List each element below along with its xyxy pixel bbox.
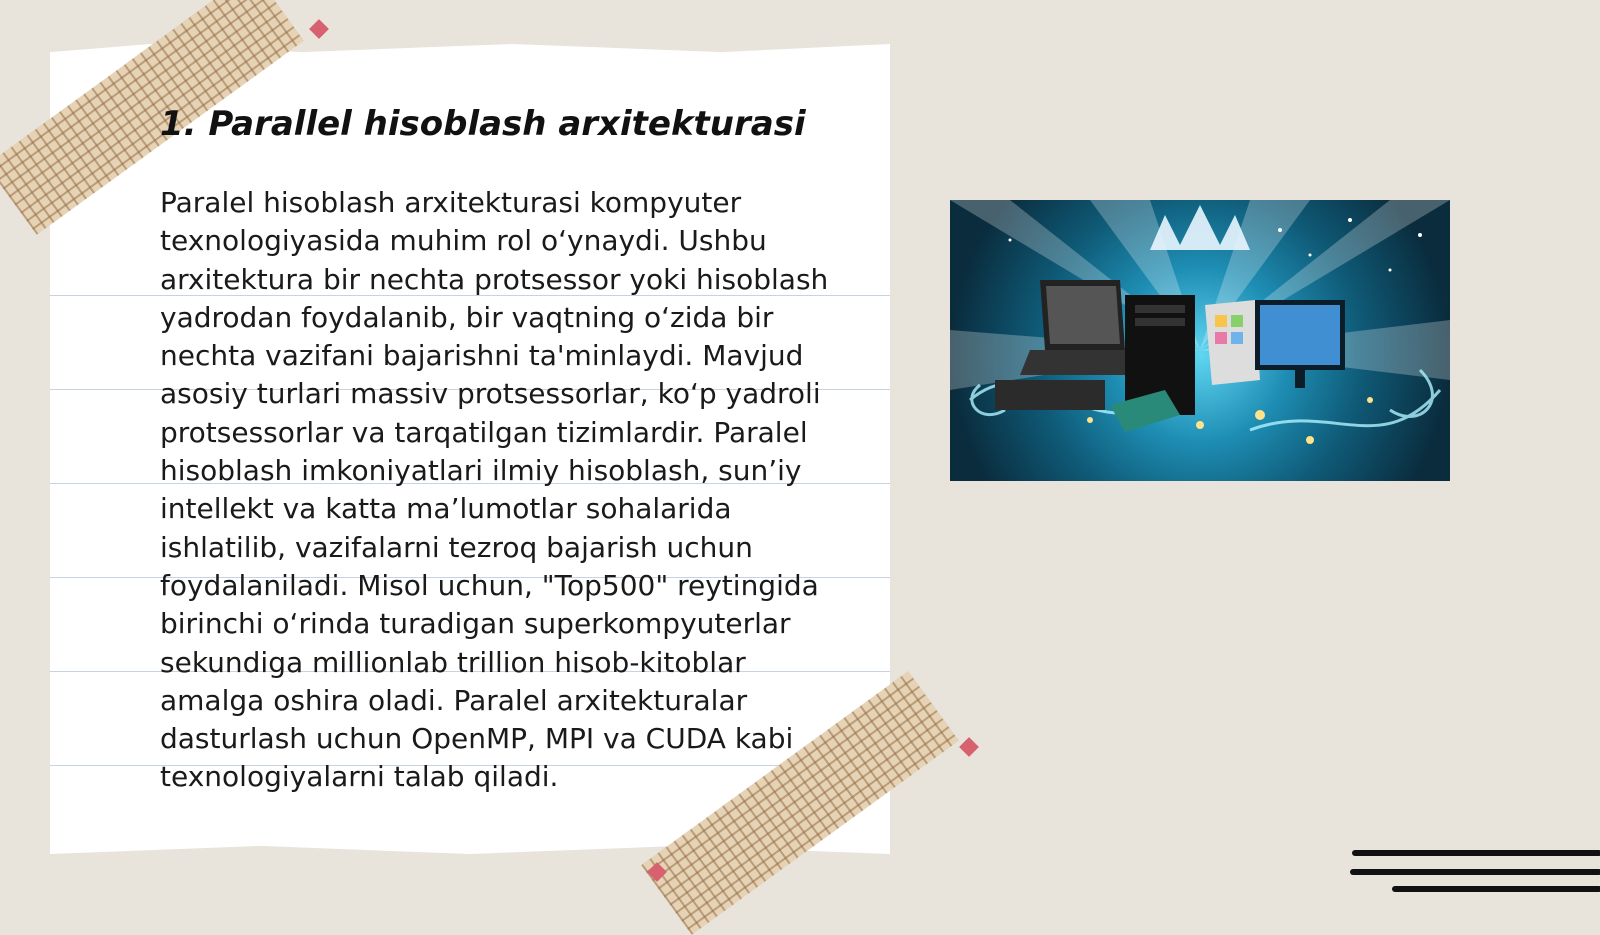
computers-illustration-art [950, 200, 1450, 481]
computers-illustration [950, 200, 1450, 481]
tape-end-marker [309, 19, 329, 39]
brush-stroke [1352, 850, 1600, 856]
brush-stroke [1392, 886, 1600, 892]
tape-end-marker [959, 737, 979, 757]
slide-title: 1. Parallel hisoblash arxitekturasi [160, 104, 806, 144]
brush-stroke [1350, 869, 1600, 875]
slide-body-text: Paralel hisoblash arxitekturasi kompyuter texnologiyasida muhim rol o‘ynaydi. Ushbu arxitektura bir nechta protsessor yoki hisoblash yadrodan foydalanib, bir vaqtning o‘zida bir nechta vazifani bajarishni ta'minlaydi. Mavjud asosiy turlari massiv protsessorlar, ko‘p yadroli protsessorlar va tarqatilgan tizimlardir. Paralel hisoblash imkoniyatlari ilmiy hisoblash, sun’iy intellekt va katta ma’lumotlar sohalarida ishlatilib, vazifalarni tezroq bajarish uchun foydalaniladi. Misol uchun, "Top500" reytingida birinchi o‘rinda turadigan superkompyuterlar sekundiga millionlab trillion hisob-kitoblar amalga oshira oladi. Paralel arxitekturalar dasturlash uchun OpenMP, MPI va CUDA kabi texnologiyalarni talab qiladi. [160, 186, 829, 794]
